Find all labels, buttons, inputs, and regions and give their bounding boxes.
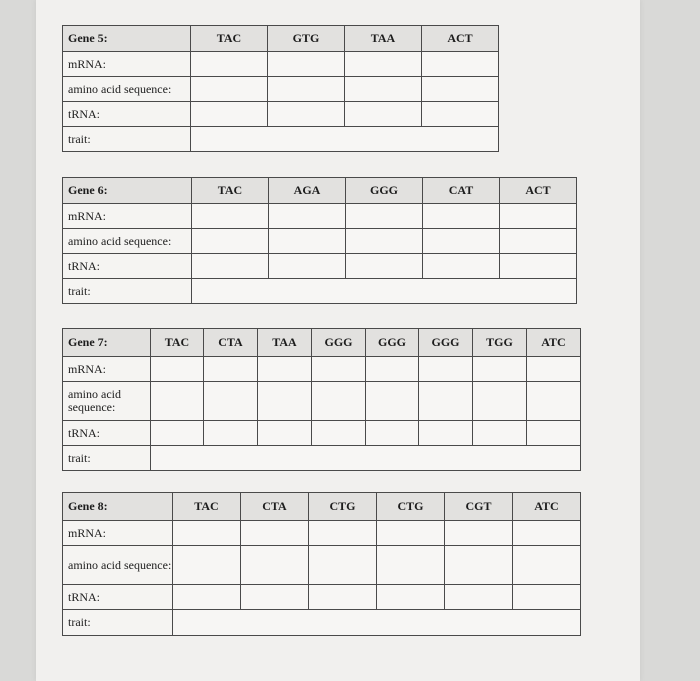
gene-5-trait-cell[interactable] — [191, 127, 499, 152]
gene-7-trna-cell[interactable] — [151, 421, 204, 446]
gene-7-title: Gene 7: — [63, 329, 151, 357]
gene-5-mrna-cell[interactable] — [345, 52, 422, 77]
gene-6-amino-label: amino acid sequence: — [63, 229, 192, 254]
gene-7-mrna-cell[interactable] — [204, 357, 258, 382]
gene-7-codon-1: TAC — [151, 329, 204, 357]
gene-6-mrna-cell[interactable] — [192, 204, 269, 229]
gene-7-mrna-cell[interactable] — [151, 357, 204, 382]
gene-6-mrna-cell[interactable] — [500, 204, 577, 229]
gene-6-trna-cell[interactable] — [500, 254, 577, 279]
gene-8-amino-cell[interactable] — [309, 546, 377, 585]
gene-8-mrna-label: mRNA: — [63, 521, 173, 546]
gene-6-amino-cell[interactable] — [346, 229, 423, 254]
gene-6-trna-label: tRNA: — [63, 254, 192, 279]
gene-6-mrna-cell[interactable] — [423, 204, 500, 229]
gene-8-mrna-cell[interactable] — [309, 521, 377, 546]
gene-6-trait-label: trait: — [63, 279, 192, 304]
gene-7-codon-3: TAA — [258, 329, 312, 357]
gene-7-codon-4: GGG — [312, 329, 366, 357]
gene-8-trna-cell[interactable] — [241, 585, 309, 610]
gene-8-trna-label: tRNA: — [63, 585, 173, 610]
gene-6-trna-cell[interactable] — [346, 254, 423, 279]
gene-5-trna-cell[interactable] — [191, 102, 268, 127]
gene-8-amino-cell[interactable] — [513, 546, 581, 585]
gene-7-codon-7: TGG — [473, 329, 527, 357]
gene-5-trna-label: tRNA: — [63, 102, 191, 127]
gene-6-codon-3: GGG — [346, 178, 423, 204]
gene-8-amino-cell[interactable] — [377, 546, 445, 585]
gene-8-mrna-cell[interactable] — [173, 521, 241, 546]
gene-6-amino-cell[interactable] — [423, 229, 500, 254]
gene-5-trna-cell[interactable] — [268, 102, 345, 127]
gene-7-trna-cell[interactable] — [204, 421, 258, 446]
gene-6-title: Gene 6: — [63, 178, 192, 204]
gene-8-codon-4: CTG — [377, 493, 445, 521]
gene-5-codon-3: TAA — [345, 26, 422, 52]
gene-8-codon-6: ATC — [513, 493, 581, 521]
gene-7-trna-cell[interactable] — [473, 421, 527, 446]
gene-8-codon-5: CGT — [445, 493, 513, 521]
gene-5-codon-4: ACT — [422, 26, 499, 52]
gene-6-mrna-cell[interactable] — [269, 204, 346, 229]
gene-6-codon-4: CAT — [423, 178, 500, 204]
gene-5-codon-2: GTG — [268, 26, 345, 52]
gene-8-codon-3: CTG — [309, 493, 377, 521]
gene-6-mrna-label: mRNA: — [63, 204, 192, 229]
gene-8-title: Gene 8: — [63, 493, 173, 521]
gene-8-trna-cell[interactable] — [513, 585, 581, 610]
gene-7-codon-5: GGG — [366, 329, 419, 357]
gene-8-amino-cell[interactable] — [241, 546, 309, 585]
gene-6-codon-2: AGA — [269, 178, 346, 204]
gene-8-trna-cell[interactable] — [377, 585, 445, 610]
gene-5-mrna-cell[interactable] — [422, 52, 499, 77]
gene-8-trna-cell[interactable] — [445, 585, 513, 610]
gene-7-amino-cell[interactable] — [312, 382, 366, 421]
gene-8-trna-cell[interactable] — [309, 585, 377, 610]
gene-6-mrna-cell[interactable] — [346, 204, 423, 229]
gene-8-trait-cell[interactable] — [173, 610, 581, 636]
gene-5-amino-cell[interactable] — [345, 77, 422, 102]
gene-7-amino-cell[interactable] — [419, 382, 473, 421]
gene-5-trna-cell[interactable] — [422, 102, 499, 127]
gene-5-trait-label: trait: — [63, 127, 191, 152]
gene-5-mrna-cell[interactable] — [191, 52, 268, 77]
gene-7-trna-cell[interactable] — [312, 421, 366, 446]
gene-8-codon-2: CTA — [241, 493, 309, 521]
gene-7-codon-2: CTA — [204, 329, 258, 357]
gene-7-trna-cell[interactable] — [258, 421, 312, 446]
gene-5-codon-1: TAC — [191, 26, 268, 52]
gene-8-amino-cell[interactable] — [173, 546, 241, 585]
gene-8-table — [62, 492, 581, 636]
gene-7-amino-cell[interactable] — [258, 382, 312, 421]
gene-8-mrna-cell[interactable] — [445, 521, 513, 546]
gene-6-codon-5: ACT — [500, 178, 577, 204]
gene-8-mrna-cell[interactable] — [513, 521, 581, 546]
gene-5-trna-cell[interactable] — [345, 102, 422, 127]
gene-6-trna-cell[interactable] — [423, 254, 500, 279]
gene-7-mrna-label: mRNA: — [63, 357, 151, 382]
gene-8-amino-label: amino acid sequence: — [63, 546, 173, 585]
gene-5-amino-label: amino acid sequence: — [63, 77, 191, 102]
gene-7-mrna-cell[interactable] — [366, 357, 419, 382]
gene-7-mrna-cell[interactable] — [473, 357, 527, 382]
gene-5-mrna-label: mRNA: — [63, 52, 191, 77]
gene-5-title: Gene 5: — [63, 26, 191, 52]
gene-5-mrna-cell[interactable] — [268, 52, 345, 77]
gene-7-trna-cell[interactable] — [527, 421, 581, 446]
gene-8-codon-1: TAC — [173, 493, 241, 521]
gene-7-amino-cell[interactable] — [151, 382, 204, 421]
gene-8-mrna-cell[interactable] — [377, 521, 445, 546]
gene-6-amino-cell[interactable] — [192, 229, 269, 254]
gene-7-amino-cell[interactable] — [204, 382, 258, 421]
gene-7-trna-label: tRNA: — [63, 421, 151, 446]
gene-7-trait-label: trait: — [63, 446, 151, 471]
gene-7-amino-cell[interactable] — [473, 382, 527, 421]
gene-8-mrna-cell[interactable] — [241, 521, 309, 546]
gene-8-trait-label: trait: — [63, 610, 173, 636]
gene-6-codon-1: TAC — [192, 178, 269, 204]
gene-6-table — [62, 177, 577, 304]
gene-7-trait-cell[interactable] — [151, 446, 581, 471]
gene-7-amino-cell[interactable] — [366, 382, 419, 421]
gene-5-table — [62, 25, 499, 152]
gene-7-mrna-cell[interactable] — [527, 357, 581, 382]
gene-7-trna-cell[interactable] — [366, 421, 419, 446]
gene-6-amino-cell[interactable] — [269, 229, 346, 254]
gene-7-codon-8: ATC — [527, 329, 581, 357]
gene-7-mrna-cell[interactable] — [312, 357, 366, 382]
gene-5-amino-cell[interactable] — [268, 77, 345, 102]
gene-5-amino-cell[interactable] — [422, 77, 499, 102]
gene-6-amino-cell[interactable] — [500, 229, 577, 254]
gene-8-trna-cell[interactable] — [173, 585, 241, 610]
gene-7-codon-6: GGG — [419, 329, 473, 357]
gene-8-amino-cell[interactable] — [445, 546, 513, 585]
gene-5-amino-cell[interactable] — [191, 77, 268, 102]
gene-7-amino-label: amino acid sequence: — [63, 382, 151, 421]
gene-7-mrna-cell[interactable] — [419, 357, 473, 382]
gene-7-table — [62, 328, 581, 471]
gene-7-amino-cell[interactable] — [527, 382, 581, 421]
gene-6-trait-cell[interactable] — [192, 279, 577, 304]
gene-7-mrna-cell[interactable] — [258, 357, 312, 382]
gene-6-trna-cell[interactable] — [269, 254, 346, 279]
worksheet-page — [36, 0, 640, 681]
gene-6-trna-cell[interactable] — [192, 254, 269, 279]
gene-7-trna-cell[interactable] — [419, 421, 473, 446]
